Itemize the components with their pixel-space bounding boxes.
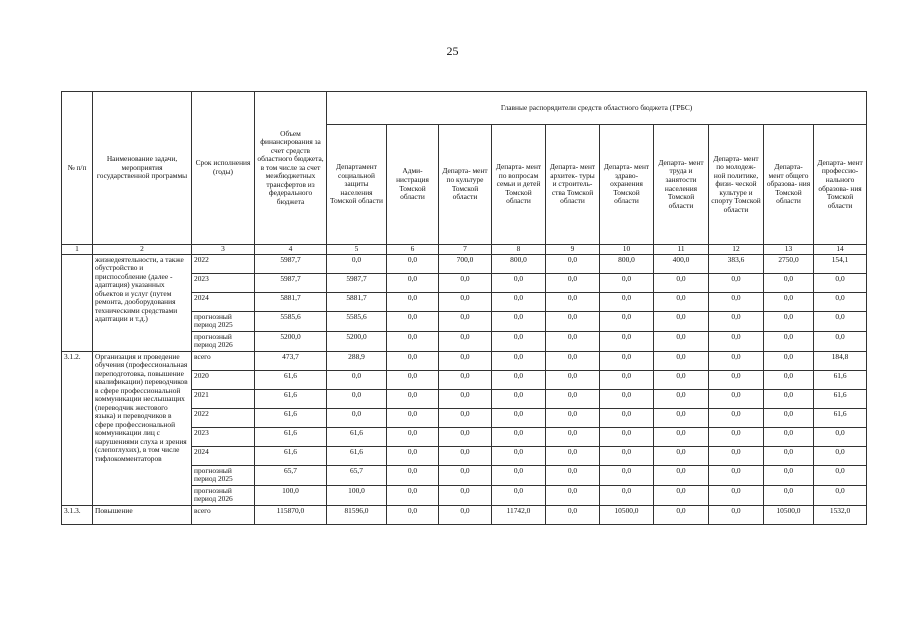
term-cell: 2020 <box>192 370 255 389</box>
term-cell: всего <box>192 351 255 370</box>
value-cell: 0,0 <box>439 311 492 331</box>
task-name: Организация и проведение обучения (профессиональная переподготовка, повышение квалификации) переводчиков в сфере профессиональной коммуникации неслышащих (переводчик жестового языка) и переводчиков в сфере профессиональной коммуникации лиц с нарушениями слуха и зрения (слепоглухих), в том числе тифлокомментаторов <box>93 351 192 505</box>
term-cell: 2023 <box>192 273 255 292</box>
value-cell: 0,0 <box>439 465 492 485</box>
column-number: 8 <box>492 245 546 255</box>
header-dept: Департа- мент по вопросам семьи и детей Томской области <box>492 125 546 245</box>
header-dept: Адми- нистрация Томской области <box>387 125 439 245</box>
header-dept: Департа- мент здраво- охранения Томской области <box>600 125 654 245</box>
value-cell: 0,0 <box>439 389 492 408</box>
value-cell: 0,0 <box>546 505 600 524</box>
value-cell: 0,0 <box>492 292 546 311</box>
value-cell: 61,6 <box>255 427 327 446</box>
value-cell: 0,0 <box>439 485 492 505</box>
value-cell: 0,0 <box>387 427 439 446</box>
value-cell: 0,0 <box>764 273 814 292</box>
column-numbers-row <box>62 245 867 255</box>
value-cell: 5200,0 <box>255 331 327 351</box>
column-number: 2 <box>93 245 192 255</box>
value-cell: 61,6 <box>255 370 327 389</box>
row-number: 3.1.2. <box>62 351 93 505</box>
header-volume: Объем финансирования за счет средств областного бюджета, в том числе за счет межбюджетных трансфертов из федерального бюджета <box>255 92 327 245</box>
header-dept: Департа- мент по культуре Томской области <box>439 125 492 245</box>
column-number: 10 <box>600 245 654 255</box>
value-cell: 5987,7 <box>327 273 387 292</box>
value-cell: 0,0 <box>709 370 764 389</box>
value-cell: 0,0 <box>764 389 814 408</box>
value-cell: 0,0 <box>492 408 546 427</box>
value-cell: 5881,7 <box>327 292 387 311</box>
value-cell: 0,0 <box>546 292 600 311</box>
value-cell: 0,0 <box>546 465 600 485</box>
value-cell: 0,0 <box>492 331 546 351</box>
value-cell: 800,0 <box>600 254 654 273</box>
value-cell: 0,0 <box>600 427 654 446</box>
value-cell: 61,6 <box>255 389 327 408</box>
value-cell: 0,0 <box>600 351 654 370</box>
value-cell: 61,6 <box>327 446 387 465</box>
value-cell: 0,0 <box>600 485 654 505</box>
value-cell: 0,0 <box>764 465 814 485</box>
value-cell: 0,0 <box>764 292 814 311</box>
header-dept: Департа- мент по молодеж- ной политике, физи- ческой культуре и спорту Томской области <box>709 125 764 245</box>
value-cell: 61,6 <box>814 408 867 427</box>
value-cell: 61,6 <box>814 370 867 389</box>
value-cell: 81596,0 <box>327 505 387 524</box>
value-cell: 0,0 <box>387 273 439 292</box>
value-cell: 0,0 <box>600 408 654 427</box>
task-name: Повышение <box>93 505 192 524</box>
value-cell: 0,0 <box>327 370 387 389</box>
column-number: 5 <box>327 245 387 255</box>
value-cell: 0,0 <box>546 446 600 465</box>
value-cell: 0,0 <box>764 446 814 465</box>
value-cell: 0,0 <box>387 505 439 524</box>
value-cell: 0,0 <box>654 505 709 524</box>
value-cell: 0,0 <box>654 427 709 446</box>
value-cell: 0,0 <box>654 331 709 351</box>
value-cell: 0,0 <box>709 465 764 485</box>
header-dept: Департа- мент общего образова- ния Томской области <box>764 125 814 245</box>
value-cell: 0,0 <box>439 446 492 465</box>
column-number: 12 <box>709 245 764 255</box>
value-cell: 0,0 <box>327 408 387 427</box>
value-cell: 0,0 <box>654 273 709 292</box>
value-cell: 0,0 <box>600 273 654 292</box>
table-row <box>62 351 867 370</box>
term-cell: прогнозный период 2025 <box>192 311 255 331</box>
value-cell: 0,0 <box>709 446 764 465</box>
value-cell: 0,0 <box>387 331 439 351</box>
value-cell: 10500,0 <box>600 505 654 524</box>
value-cell: 0,0 <box>439 370 492 389</box>
value-cell: 0,0 <box>492 485 546 505</box>
value-cell: 473,7 <box>255 351 327 370</box>
column-number: 6 <box>387 245 439 255</box>
value-cell: 0,0 <box>546 485 600 505</box>
value-cell: 0,0 <box>709 389 764 408</box>
table-row <box>62 505 867 524</box>
value-cell: 288,9 <box>327 351 387 370</box>
column-number: 11 <box>654 245 709 255</box>
value-cell: 0,0 <box>764 370 814 389</box>
term-cell: всего <box>192 505 255 524</box>
value-cell: 0,0 <box>492 351 546 370</box>
value-cell: 0,0 <box>600 446 654 465</box>
value-cell: 154,1 <box>814 254 867 273</box>
value-cell: 0,0 <box>492 446 546 465</box>
column-number: 1 <box>62 245 93 255</box>
header-name: Наименование задачи, мероприятия государственной программы <box>93 92 192 245</box>
value-cell: 0,0 <box>709 408 764 427</box>
value-cell: 0,0 <box>387 485 439 505</box>
value-cell: 0,0 <box>709 311 764 331</box>
value-cell: 0,0 <box>327 389 387 408</box>
value-cell: 0,0 <box>709 273 764 292</box>
value-cell: 0,0 <box>600 370 654 389</box>
value-cell: 0,0 <box>546 311 600 331</box>
value-cell: 0,0 <box>814 465 867 485</box>
value-cell: 400,0 <box>654 254 709 273</box>
value-cell: 0,0 <box>654 311 709 331</box>
value-cell: 0,0 <box>387 370 439 389</box>
value-cell: 0,0 <box>654 485 709 505</box>
value-cell: 0,0 <box>709 427 764 446</box>
value-cell: 184,8 <box>814 351 867 370</box>
value-cell: 0,0 <box>327 254 387 273</box>
value-cell: 0,0 <box>439 351 492 370</box>
header-dept: Департа- мент профессио- нального образова- ния Томской области <box>814 125 867 245</box>
value-cell: 0,0 <box>814 446 867 465</box>
value-cell: 5585,6 <box>255 311 327 331</box>
value-cell: 61,6 <box>255 408 327 427</box>
value-cell: 2750,0 <box>764 254 814 273</box>
header-dept: Департа- мент труда и занятости населения Томской области <box>654 125 709 245</box>
value-cell: 0,0 <box>546 351 600 370</box>
column-number: 13 <box>764 245 814 255</box>
value-cell: 0,0 <box>600 311 654 331</box>
value-cell: 115870,0 <box>255 505 327 524</box>
header-number: № п/п <box>62 92 93 245</box>
value-cell: 5987,7 <box>255 273 327 292</box>
row-number <box>62 254 93 351</box>
value-cell: 0,0 <box>387 311 439 331</box>
value-cell: 0,0 <box>492 465 546 485</box>
value-cell: 0,0 <box>814 331 867 351</box>
value-cell: 0,0 <box>387 292 439 311</box>
header-term: Срок исполнения (годы) <box>192 92 255 245</box>
value-cell: 61,6 <box>255 446 327 465</box>
value-cell: 0,0 <box>654 292 709 311</box>
header-dept: Департа- мент архитек- туры и строитель- ства Томской области <box>546 125 600 245</box>
value-cell: 0,0 <box>546 331 600 351</box>
value-cell: 0,0 <box>654 389 709 408</box>
value-cell: 0,0 <box>709 505 764 524</box>
value-cell: 0,0 <box>814 311 867 331</box>
value-cell: 0,0 <box>764 311 814 331</box>
row-number: 3.1.3. <box>62 505 93 524</box>
value-cell: 0,0 <box>764 351 814 370</box>
value-cell: 0,0 <box>764 427 814 446</box>
value-cell: 0,0 <box>492 370 546 389</box>
term-cell: прогнозный период 2025 <box>192 465 255 485</box>
table-row <box>62 254 867 273</box>
value-cell: 5987,7 <box>255 254 327 273</box>
value-cell: 0,0 <box>546 370 600 389</box>
column-number: 9 <box>546 245 600 255</box>
value-cell: 0,0 <box>546 254 600 273</box>
value-cell: 0,0 <box>387 408 439 427</box>
value-cell: 0,0 <box>387 389 439 408</box>
value-cell: 5881,7 <box>255 292 327 311</box>
value-cell: 0,0 <box>709 485 764 505</box>
term-cell: 2021 <box>192 389 255 408</box>
value-cell: 0,0 <box>764 485 814 505</box>
term-cell: прогнозный период 2026 <box>192 485 255 505</box>
value-cell: 100,0 <box>327 485 387 505</box>
value-cell: 0,0 <box>387 465 439 485</box>
column-number: 4 <box>255 245 327 255</box>
value-cell: 0,0 <box>709 292 764 311</box>
value-cell: 11742,0 <box>492 505 546 524</box>
value-cell: 0,0 <box>764 331 814 351</box>
value-cell: 65,7 <box>255 465 327 485</box>
value-cell: 0,0 <box>546 389 600 408</box>
header-row <box>62 92 867 125</box>
value-cell: 0,0 <box>387 446 439 465</box>
budget-table <box>61 91 867 525</box>
value-cell: 1532,0 <box>814 505 867 524</box>
column-number: 14 <box>814 245 867 255</box>
value-cell: 61,6 <box>327 427 387 446</box>
value-cell: 5585,6 <box>327 311 387 331</box>
value-cell: 800,0 <box>492 254 546 273</box>
value-cell: 0,0 <box>600 292 654 311</box>
value-cell: 0,0 <box>764 408 814 427</box>
value-cell: 0,0 <box>814 485 867 505</box>
value-cell: 0,0 <box>492 273 546 292</box>
value-cell: 0,0 <box>814 427 867 446</box>
value-cell: 0,0 <box>814 292 867 311</box>
term-cell: 2024 <box>192 446 255 465</box>
column-number: 3 <box>192 245 255 255</box>
value-cell: 65,7 <box>327 465 387 485</box>
value-cell: 0,0 <box>439 292 492 311</box>
value-cell: 0,0 <box>439 408 492 427</box>
term-cell: прогнозный период 2026 <box>192 331 255 351</box>
value-cell: 0,0 <box>600 331 654 351</box>
value-cell: 0,0 <box>709 331 764 351</box>
task-name: жизнедеятельности, а также обустройство и приспособление (далее - адаптация) указанных объектов и услуг (путем ремонта, дооборудования техническими средствами адаптации и т.д.) <box>93 254 192 351</box>
term-cell: 2024 <box>192 292 255 311</box>
value-cell: 0,0 <box>439 331 492 351</box>
term-cell: 2022 <box>192 408 255 427</box>
value-cell: 10500,0 <box>764 505 814 524</box>
page-number: 25 <box>446 44 459 58</box>
value-cell: 0,0 <box>654 351 709 370</box>
header-dept: Департамент социальной защиты населения Томской области <box>327 125 387 245</box>
value-cell: 700,0 <box>439 254 492 273</box>
value-cell: 0,0 <box>546 427 600 446</box>
value-cell: 0,0 <box>654 446 709 465</box>
value-cell: 0,0 <box>709 351 764 370</box>
value-cell: 383,6 <box>709 254 764 273</box>
value-cell: 0,0 <box>439 427 492 446</box>
term-cell: 2022 <box>192 254 255 273</box>
value-cell: 5200,0 <box>327 331 387 351</box>
value-cell: 0,0 <box>654 465 709 485</box>
value-cell: 0,0 <box>492 427 546 446</box>
value-cell: 0,0 <box>654 370 709 389</box>
value-cell: 100,0 <box>255 485 327 505</box>
value-cell: 0,0 <box>546 273 600 292</box>
value-cell: 0,0 <box>492 389 546 408</box>
term-cell: 2023 <box>192 427 255 446</box>
value-cell: 0,0 <box>546 408 600 427</box>
column-number: 7 <box>439 245 492 255</box>
value-cell: 0,0 <box>439 273 492 292</box>
value-cell: 61,6 <box>814 389 867 408</box>
value-cell: 0,0 <box>387 351 439 370</box>
value-cell: 0,0 <box>387 254 439 273</box>
header-grbs: Главные распорядители средств областного бюджета (ГРБС) <box>327 92 867 125</box>
value-cell: 0,0 <box>814 273 867 292</box>
value-cell: 0,0 <box>492 311 546 331</box>
value-cell: 0,0 <box>654 408 709 427</box>
value-cell: 0,0 <box>439 505 492 524</box>
value-cell: 0,0 <box>600 465 654 485</box>
value-cell: 0,0 <box>600 389 654 408</box>
